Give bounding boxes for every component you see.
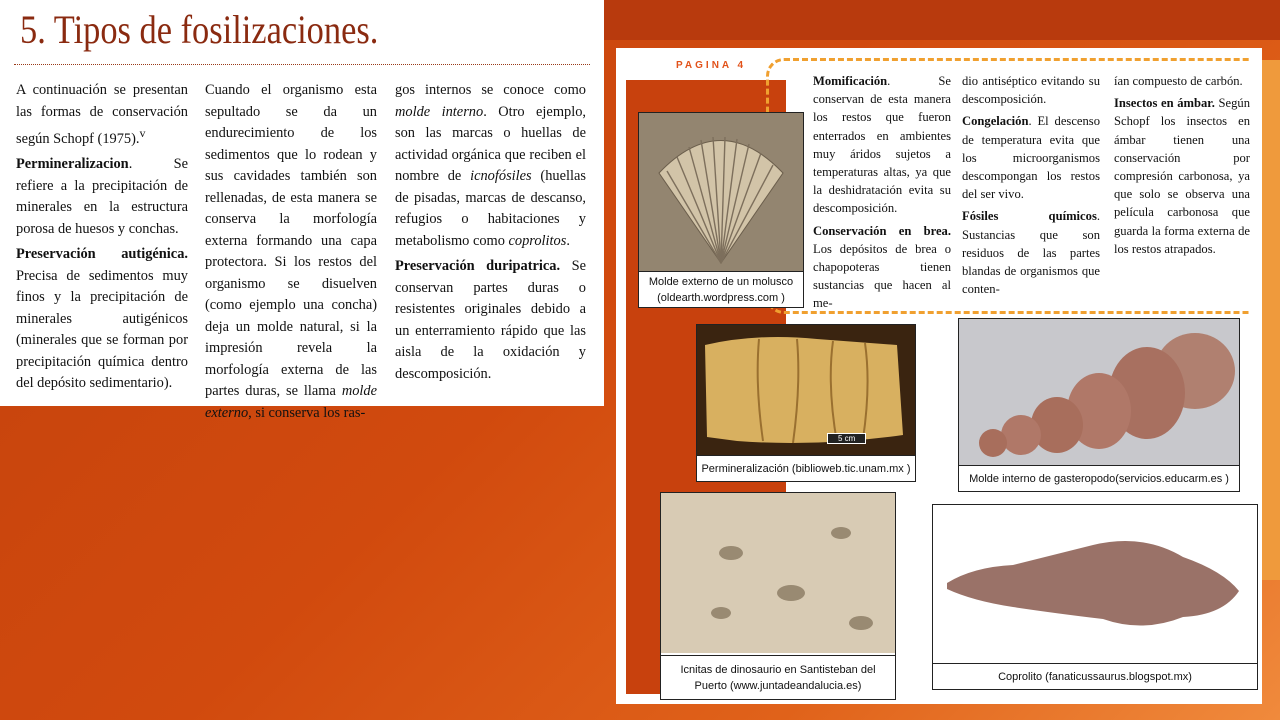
left-column-2 [205,80,377,428]
figure-icnitas [660,492,896,700]
brea-paragraph: Conservación en brea. Los depósitos de brea o chapopoteras tienen sustancias que hacen al me- [813,223,951,311]
momificacion-paragraph: Momificación. Se conservan de esta manera los restos que fueron enterrados en ambientes muy áridos sujetos a temperaturas altas, ya que la deshidratación evita su descomposición. [813,74,951,216]
permineralized-fossil-image [697,325,915,455]
right-document-panel [616,48,1262,704]
duripatrica-paragraph: Preservación duripatrica. Se conservan partes duras o resistentes originales debido a un enterramiento rápido que las aisla de la oxidación y descomposición. [395,258,586,382]
gastropod-fossil-image [959,319,1239,465]
molde-interno-term: molde interno [395,103,484,120]
molde-externo-term: molde externo [205,383,377,421]
footnote-ref: v [139,126,146,140]
scale-bar: 5 cm [827,433,866,444]
autigenica-heading: Preservación autigénica. [16,246,188,263]
figure-caption: Permineralización (biblioweb.tic.unam.mx ) [697,455,915,481]
left-column-1 [16,80,188,399]
shell-fossil-image [639,113,803,271]
congelacion-heading: Congelación [962,114,1029,129]
icnofosiles-paragraph: gos internos se conoce como molde interno. Otro ejemplo, son las marcas o huellas de actividad orgánica que reciben el nombre de icnofósiles (huellas de pisadas, marcas de descanso, refugios o habitaciones y metabolismo como coprolitos. [395,82,586,249]
quimicos-paragraph: Fósiles químicos. Sustancias que son residuos de las partes blandas de organismos que conten- [962,209,1100,297]
figure-caption: Molde externo de un molusco (oldearth.wordpress.com ) [639,271,803,307]
coprolite-fossil-image [933,505,1257,663]
right-column-1 [813,72,951,317]
permineralizacion-paragraph: Permineralizacion. Se refiere a la precipitación de minerales en la estructura porosa de huesos y conchas. [16,156,188,237]
brea-continuation: dio antiséptico evitando su descomposición. [962,74,1100,107]
left-document-panel [0,0,604,421]
quimicos-heading: Fósiles químicos [962,209,1097,224]
figure-caption: Icnitas de dinosaurio en Santisteban del Puerto (www.juntadeandalucia.es) [661,655,895,699]
page-label: PAGINA 4 [676,60,747,71]
ambar-paragraph: Insectos en ámbar. Según Schopf los insectos en ámbar tienen una conservación por compresión carbonosa, ya que solo se observa una película carbonosa que guarda la forma externa de los restos atrapados. [1114,96,1250,256]
autigenica-paragraph: Preservación autigénica. Precisa de sedimentos muy finos y la precipitación de minerales autigénicos (minerales que se forman por precipitación química dentro del depósito sedimentario). [16,246,188,392]
figure-coprolito [932,504,1258,690]
congelacion-paragraph: Congelación. El descenso de temperatura evita que los microorganismos descompongan los restos del ser vivo. [962,114,1100,202]
figure-caption: Molde interno de gasteropodo(servicios.educarm.es ) [959,465,1239,491]
duripatrica-heading: Preservación duripatrica. [395,258,561,274]
figure-molde-interno [958,318,1240,492]
section-title: 5. Tipos de fosilizaciones. [20,7,379,52]
coprolitos-term: coprolitos [508,232,567,249]
figure-caption: Coprolito (fanaticussaurus.blogspot.mx) [933,663,1257,689]
right-column-3 [1114,72,1250,262]
intro-paragraph: A continuación se presentan las formas de conservación según Schopf (1975).$^v$ [16,82,188,147]
icnofosiles-term: icnofósiles [470,168,532,184]
ambar-heading: Insectos en ámbar. [1114,96,1215,111]
permineralizacion-heading: Permineralizacion [16,156,129,173]
molde-paragraph: Cuando el organismo esta sepultado se da un endurecimiento de los sedimentos que lo rodean y sus cavidades también son rellenadas, de esta manera se conserva la morfología externa formando una capa protectora. Si los restos del organismo se disuelven (como ejemplo una concha) deja un molde natural, si la impresión revela la morfología externa de las partes duras, se llama molde externo, si conserva los ras- [205,82,377,421]
right-accent-band [1262,60,1280,580]
top-right-dark-bar [604,0,1280,40]
left-column-3 [395,80,586,389]
right-column-2 [962,72,1100,302]
momificacion-heading: Momificación [813,74,888,88]
dinosaur-footprints-image [661,493,895,653]
quimicos-continuation: ían compuesto de carbón. [1114,74,1243,88]
figure-molde-externo [638,112,804,308]
title-divider [14,64,590,65]
brea-heading: Conservación en brea. [813,223,951,238]
figure-permineralizacion [696,324,916,482]
